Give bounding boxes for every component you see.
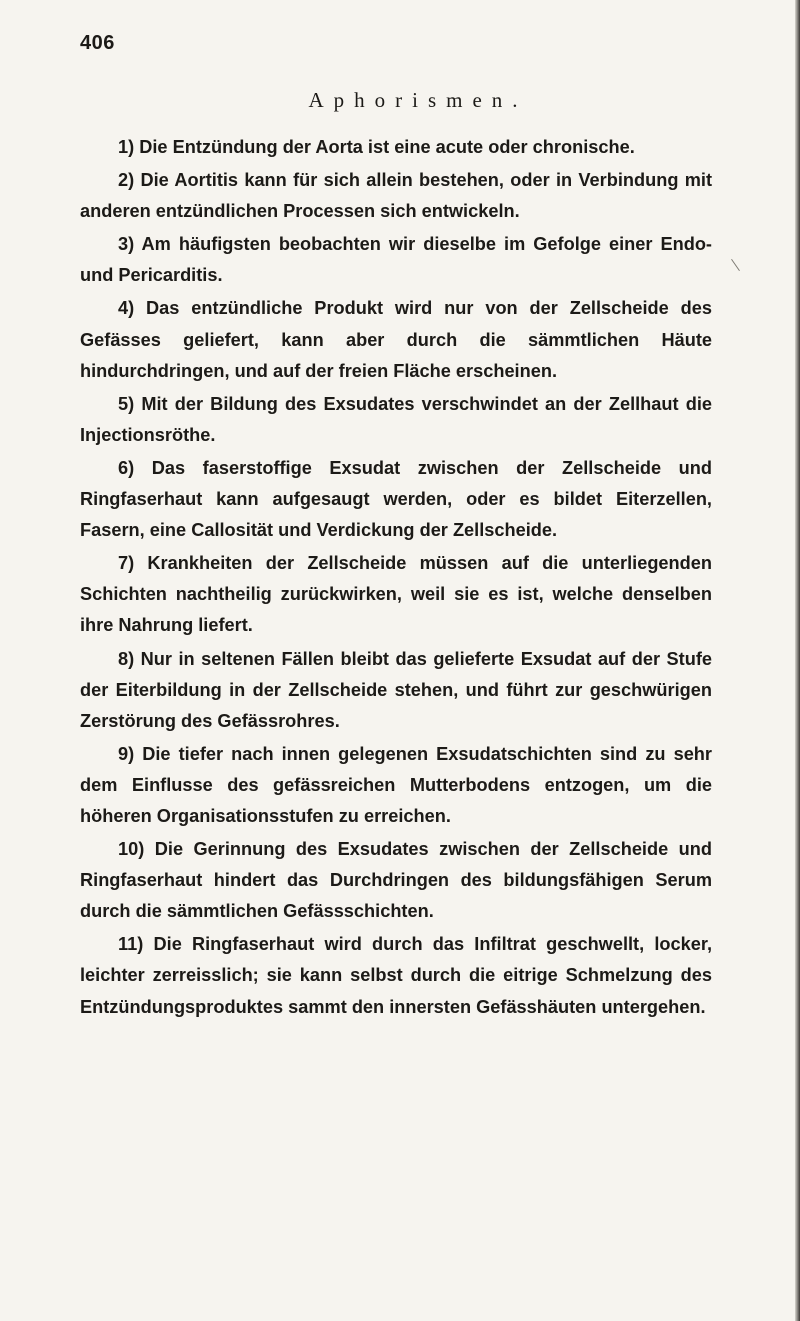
aphorism-7 <box>80 548 712 641</box>
aphorism-marker: 4) <box>118 298 135 319</box>
aphorism-1 <box>80 132 712 163</box>
aphorism-text: Krankheiten der Zellscheide müssen auf die unterliegenden Schichten nachtheilig zurückwirken, weil sie es ist, welche denselben ihre Nahrung liefert. <box>80 553 712 636</box>
aphorism-text: Das faserstoffige Exsudat zwischen der Zellscheide und Ringfaserhaut kann aufgesaugt werden, oder es bildet Eiterzellen, Fasern, eine Callosität und Verdickung der Zellscheide. <box>80 457 712 541</box>
aphorism-4 <box>80 293 712 386</box>
aphorism-marker: 6) <box>118 457 135 478</box>
aphorism-text: Mit der Bildung des Exsudates verschwindet an der Zellhaut die Injectionsröthe. <box>80 393 712 445</box>
page-binding-edge <box>795 0 800 1321</box>
aphorism-marker: 11) <box>118 934 144 955</box>
aphorism-8 <box>80 644 712 737</box>
aphorism-text: Die tiefer nach innen gelegenen Exsudatschichten sind zu sehr dem Einflusse des gefässreichen Mutterbodens entzogen, um die höheren Organisationsstufen zu erreichen. <box>80 743 712 826</box>
stray-ink-mark <box>731 259 740 271</box>
aphorism-marker: 2) <box>118 170 135 191</box>
aphorism-text: Am häufigsten beobachten wir dieselbe im Gefolge einer Endo- und Pericarditis. <box>80 234 712 286</box>
aphorism-10 <box>80 834 712 927</box>
aphorism-text: Die Aortitis kann für sich allein bestehen, oder in Verbindung mit anderen entzündlichen Processen sich entwickeln. <box>80 170 712 222</box>
aphorism-text: Nur in seltenen Fällen bleibt das gelieferte Exsudat auf der Stufe der Eiterbildung in der Zellscheide stehen, und führt zur geschwürigen Zerstörung des Gefässrohres. <box>80 648 712 731</box>
page-number: 406 <box>80 32 115 54</box>
aphorism-5 <box>80 389 712 451</box>
aphorism-9 <box>80 739 712 832</box>
aphorism-3 <box>80 229 712 291</box>
aphorism-marker: 9) <box>118 743 135 764</box>
aphorism-text: Die Entzündung der Aorta ist eine acute oder chronische. <box>139 137 635 157</box>
aphorism-marker: 5) <box>118 393 135 414</box>
aphorism-11 <box>80 929 712 1022</box>
aphorism-marker: 1) <box>118 137 135 157</box>
aphorism-marker: 10) <box>118 839 145 860</box>
aphorism-2 <box>80 165 712 227</box>
aphorism-text: Die Gerinnung des Exsudates zwischen der Zellscheide und Ringfaserhaut hindert das Durchdringen des bildungsfähigen Serum durch die sämmtlichen Gefässschichten. <box>80 839 712 922</box>
aphorism-6 <box>80 453 712 546</box>
aphorism-marker: 7) <box>118 553 135 574</box>
page-title: Aphorismen. <box>308 88 528 112</box>
aphorism-marker: 3) <box>118 234 135 255</box>
aphorism-list <box>80 132 712 1025</box>
aphorism-text: Das entzündliche Produkt wird nur von der Zellscheide des Gefässes geliefert, kann aber durch die sämmtlichen Häute hindurchdringen, und auf der freien Fläche erscheinen. <box>80 298 712 381</box>
aphorism-marker: 8) <box>118 648 135 669</box>
aphorism-text: Die Ringfaserhaut wird durch das Infiltrat geschwellt, locker, leichter zerreisslich; sie kann selbst durch die eitrige Schmelzung des Entzündungsproduktes sammt den innersten Gefässhäuten untergehen. <box>80 934 712 1017</box>
